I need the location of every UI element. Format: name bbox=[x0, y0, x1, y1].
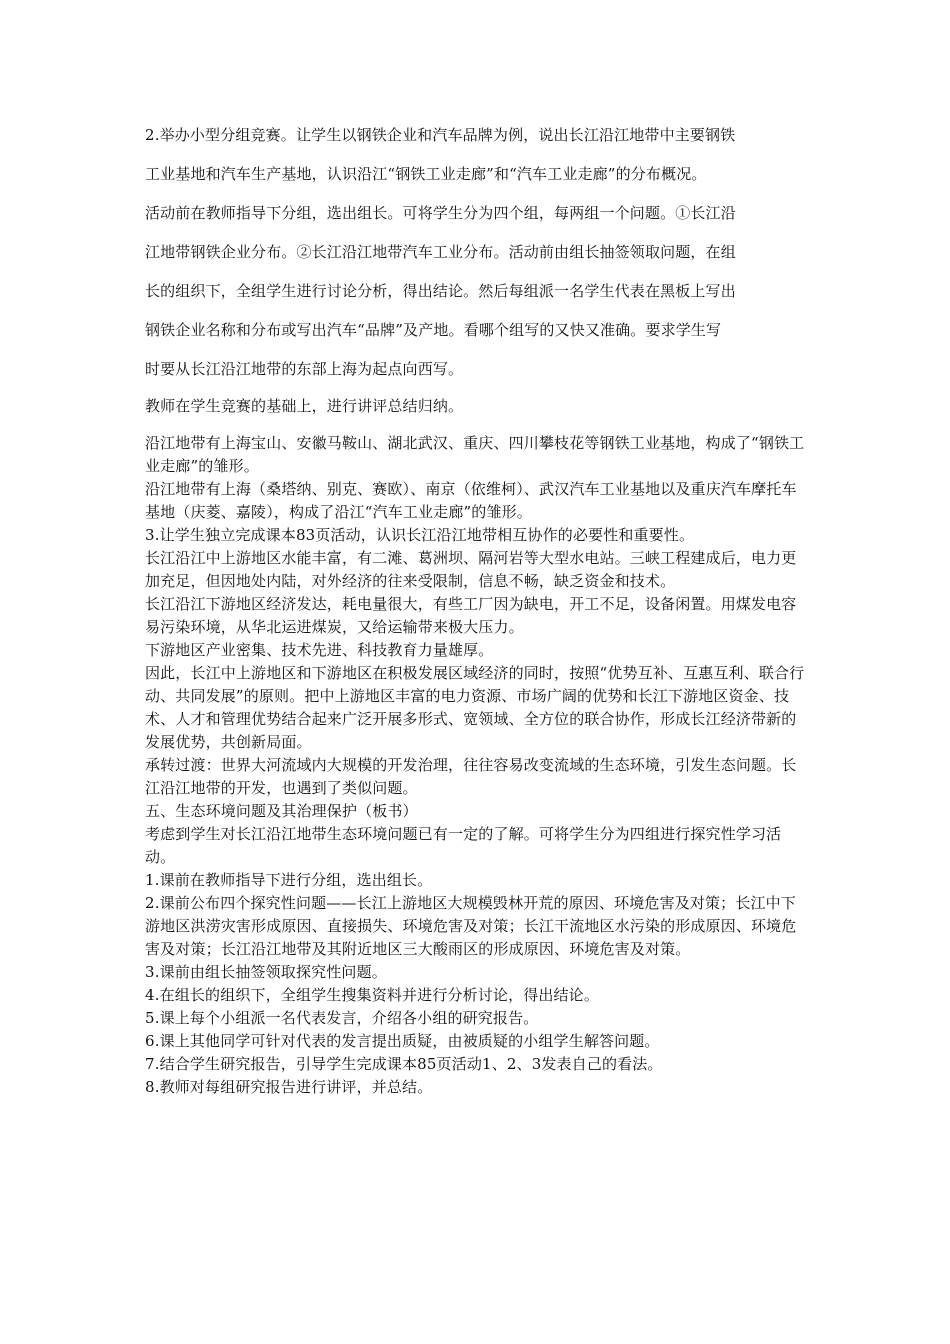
text-line: 钢铁企业名称和分布或写出汽车“品牌”及产地。看哪个组写的又快又准确。要求学生写 bbox=[145, 321, 722, 339]
teacher-summary-block bbox=[145, 395, 805, 418]
paragraph: 因此，长江中上游地区和下游地区在积极发展区域经济的同时，按照“优势互补、互惠互利、联合行动、共同发展”的原则。把中上游地区丰富的电力资源、市场广阔的优势和长江下游地区资金、技术、人才和管理优势结合起来广泛开展多形式、宽领域、全方位的联合协作，形成长江经济带新的发展优势，共创新局面。 bbox=[145, 664, 805, 751]
text-line: 活动前在教师指导下分组，选出组长。可将学生分为四个组，每两组一个问题。①长江沿 bbox=[145, 204, 736, 222]
step-item: 2.课前公布四个探究性问题——长江上游地区大规模毁林开荒的原因、环境危害及对策；长江中下游地区洪涝灾害形成原因、直接损失、环境危害及对策；长江干流地区水污染的形成原因、环境危害及对策；长江沿江地带及其附近地区三大酸雨区的形成原因、环境危害及对策。 bbox=[145, 894, 797, 958]
text-line: 长的组织下，全组学生进行讨论分析，得出结论。然后每组派一名学生代表在黑板上写出 bbox=[145, 282, 736, 300]
teacher-summary: 教师在学生竞赛的基础上，进行讲评总结归纳。 bbox=[145, 397, 464, 415]
step-item: 6.课上其他同学可针对代表的发言提出质疑，由被质疑的小组学生解答问题。 bbox=[145, 1032, 660, 1050]
step-item: 7.结合学生研究报告，引导学生完成课本85页活动1、2、3发表自己的看法。 bbox=[145, 1055, 663, 1073]
paragraph: 3.让学生独立完成课本83页活动，认识长江沿江地带相互协作的必要性和重要性。 bbox=[145, 526, 695, 544]
step-item: 1.课前在教师指导下进行分组，选出组长。 bbox=[145, 871, 433, 889]
paragraph: 承转过渡：世界大河流域内大规模的开发治理，往往容易改变流域的生态环境，引发生态问题。长江沿江地带的开发，也遇到了类似问题。 bbox=[145, 756, 797, 797]
step-item: 5.课上每个小组派一名代表发言，介绍各小组的研究报告。 bbox=[145, 1009, 539, 1027]
paragraph: 沿江地带有上海宝山、安徽马鞍山、湖北武汉、重庆、四川攀枝花等钢铁工业基地，构成了“钢铁工业走廊”的雏形。 bbox=[145, 434, 805, 475]
step-item: 3.课前由组长抽签领取探究性问题。 bbox=[145, 963, 387, 981]
text-line: 江地带钢铁企业分布。②长江沿江地带汽车工业分布。活动前由组长抽签领取问题，在组 bbox=[145, 243, 736, 261]
text-line: 时要从长江沿江地带的东部上海为起点向西写。 bbox=[145, 360, 464, 378]
paragraph: 沿江地带有上海（桑塔纳、别克、赛欧）、南京（依维柯）、武汉汽车工业基地以及重庆汽车摩托车基地（庆菱、嘉陵），构成了沿江“汽车工业走廊”的雏形。 bbox=[145, 480, 797, 521]
paragraph: 考虑到学生对长江沿江地带生态环境问题已有一定的了解。可将学生分为四组进行探究性学习活动。 bbox=[145, 825, 782, 866]
text-line: 2.举办小型分组竞赛。让学生以钢铁企业和汽车品牌为例，说出长江沿江地带中主要钢铁 bbox=[145, 126, 736, 144]
step-item: 4.在组长的组织下，全组学生搜集资料并进行分析讨论，得出结论。 bbox=[145, 986, 599, 1004]
step-item: 8.教师对每组研究报告进行讲评，并总结。 bbox=[145, 1078, 433, 1096]
paragraph: 下游地区产业密集、技术先进、科技教育力量雄厚。 bbox=[145, 641, 494, 659]
competition-section bbox=[145, 116, 805, 389]
lesson-paragraphs bbox=[145, 432, 805, 1099]
document-body bbox=[145, 116, 805, 1099]
text-line: 工业基地和汽车生产基地，认识沿江“钢铁工业走廊”和“汽车工业走廊”的分布概况。 bbox=[145, 165, 707, 183]
section-heading: 五、生态环境问题及其治理保护（板书） bbox=[145, 802, 418, 820]
paragraph: 长江沿江中上游地区水能丰富，有二滩、葛洲坝、隔河岩等大型水电站。三峡工程建成后，电力更加充足，但因地处内陆，对外经济的往来受限制，信息不畅，缺乏资金和技术。 bbox=[145, 549, 797, 590]
paragraph: 长江沿江下游地区经济发达，耗电量很大，有些工厂因为缺电，开工不足，设备闲置。用煤发电容易污染环境，从华北运进煤炭，又给运输带来极大压力。 bbox=[145, 595, 797, 636]
